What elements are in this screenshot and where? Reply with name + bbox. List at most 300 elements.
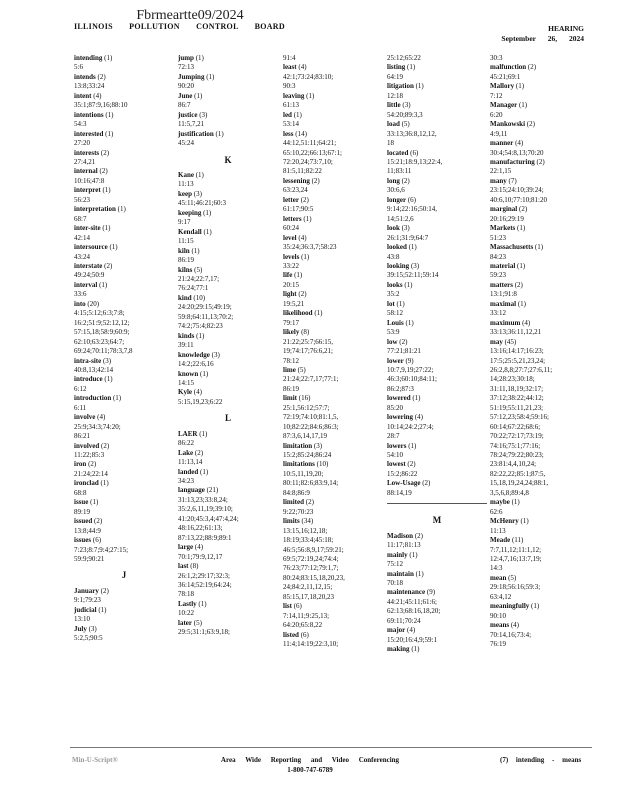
index-term	[74, 54, 174, 63]
index-page-references: 72:13	[178, 63, 194, 72]
index-term-word: kinds	[178, 331, 195, 340]
index-term	[490, 224, 590, 233]
index-term-word: mean	[490, 573, 507, 582]
index-term-count: (1)	[199, 369, 209, 378]
footer-reporter-name: Area Wide Reporting and Video Conferencing	[220, 756, 400, 764]
index-page-references: 26:2,8,8;27:7;27:6,11;	[490, 365, 553, 374]
index-term	[387, 394, 487, 403]
index-term-count: (6)	[92, 536, 102, 545]
index-page-references: 23:81:4,4,10,24;	[490, 460, 537, 469]
index-term-word: less	[283, 129, 294, 138]
index-term-word: kind	[178, 293, 192, 302]
index-term-count: (1)	[517, 224, 526, 233]
index-term-word: Lake	[178, 448, 194, 457]
index-page-references: 12:4,7,16;13:7,19;	[490, 555, 542, 564]
index-term-word: keeping	[178, 208, 202, 217]
index-term-word: Louis	[387, 318, 404, 327]
index-term	[283, 442, 383, 451]
index-term	[283, 517, 383, 526]
index-term-count: (2)	[401, 176, 410, 185]
index-page-references: 14:15	[178, 378, 194, 387]
index-term	[178, 92, 278, 101]
footer-software: Min-U-Script®	[72, 756, 118, 764]
index-term-word: ironclad	[74, 479, 99, 488]
index-page-references: 17:5;25:5,21,23,24;	[490, 356, 546, 365]
index-column-1	[74, 54, 174, 644]
index-term-word: major	[387, 626, 406, 635]
index-page-references: 54:10	[387, 451, 403, 460]
index-term	[387, 196, 487, 205]
index-term	[178, 486, 278, 495]
index-page-references: 33:6	[74, 290, 87, 299]
footer-phone: 1-800-747-6789	[287, 766, 333, 774]
index-term-word: letter	[283, 195, 299, 204]
index-term-count: (6)	[410, 148, 419, 157]
index-term	[178, 294, 278, 303]
index-term-count: (1)	[517, 299, 526, 308]
index-page-references: 45:24	[178, 139, 194, 148]
index-page-references: 10:5,11,19,20;	[283, 469, 324, 478]
index-term-word: low	[387, 337, 398, 346]
index-term-count: (1)	[409, 550, 418, 559]
index-term-count: (1)	[198, 599, 207, 608]
section-letter: M	[432, 515, 442, 526]
index-term-count: (5)	[401, 120, 410, 129]
index-term-word: involved	[74, 441, 100, 450]
index-term-word: marginal	[490, 205, 518, 214]
index-page-references: 30:4;54:8,13;70:20	[490, 148, 544, 157]
index-term-word: Markets	[490, 224, 516, 233]
index-term	[387, 177, 487, 186]
index-term	[74, 73, 174, 82]
index-term-word: January	[74, 586, 99, 595]
index-term-count: (1)	[102, 224, 111, 233]
index-term-count: (1)	[415, 82, 424, 91]
index-term	[283, 177, 383, 186]
index-term-count: (3)	[410, 261, 420, 270]
index-term-word: levels	[283, 252, 300, 261]
index-page-references: 78:24;79:22;80:23;	[490, 451, 544, 460]
index-page-references: 21:24;22:7,17;77:1;	[283, 375, 339, 384]
index-term-count: (1)	[405, 318, 414, 327]
index-page-references: 35:2	[387, 290, 400, 299]
index-term	[283, 111, 383, 120]
index-term	[387, 442, 487, 451]
index-page-references: 53:14	[283, 120, 299, 129]
index-term-word: making	[387, 645, 410, 654]
index-page-references: 70:14,16;73:4;	[490, 630, 532, 639]
index-page-references: 62:10;63:23;64:7;	[74, 337, 125, 346]
index-page-references: 14:3	[490, 564, 503, 573]
index-term-word: interstate	[74, 261, 103, 270]
index-term-count: (5)	[193, 618, 202, 627]
index-term	[387, 626, 487, 635]
index-term-word: little	[387, 101, 401, 110]
index-page-references: 11:13	[178, 180, 194, 189]
index-page-references: 65:10,22;66:13;67:1;	[283, 148, 342, 157]
index-page-references: 57:12,23;58:4;59:16;	[490, 413, 549, 422]
index-term	[283, 366, 383, 375]
index-page-references: 11:5,7,21	[178, 120, 205, 129]
index-page-references: 14;28:23;30:18;	[490, 375, 535, 384]
index-term	[283, 602, 383, 611]
index-term	[74, 357, 174, 366]
index-term-word: listed	[283, 630, 299, 639]
index-term-word: long	[387, 176, 400, 185]
index-page-references: 11:17;81:13	[387, 541, 421, 550]
index-page-references: 5:6	[74, 63, 83, 72]
index-term-word: Mankowski	[490, 120, 526, 129]
index-page-references: 90:10	[490, 611, 506, 620]
index-term	[74, 186, 174, 195]
index-term-count: (1)	[404, 280, 413, 289]
index-page-references: 54:3	[74, 120, 87, 129]
index-term-count: (4)	[515, 139, 524, 148]
index-term-count: (2)	[298, 290, 307, 299]
index-term-word: maximum	[490, 318, 521, 327]
index-term-word: matters	[490, 280, 513, 289]
index-term	[387, 588, 487, 597]
index-term	[283, 215, 383, 224]
index-page-references: 86:21	[74, 432, 90, 441]
index-term-word: malfunction	[490, 63, 527, 72]
index-term	[387, 243, 487, 252]
index-page-references: 34:23	[178, 477, 194, 486]
index-term	[490, 139, 590, 148]
index-term-count: (2)	[100, 586, 109, 595]
index-term-count: (1)	[99, 280, 108, 289]
index-term-count: (1)	[294, 271, 303, 280]
index-page-references: 74:16;75:1;77:16;	[490, 441, 541, 450]
index-term-count: (4)	[194, 543, 204, 552]
index-page-references: 68:8	[74, 488, 87, 497]
index-term-count: (4)	[522, 318, 531, 327]
section-letter: J	[121, 570, 127, 581]
index-term	[178, 351, 278, 360]
index-term	[178, 266, 278, 275]
index-term-count: (1)	[415, 569, 424, 578]
index-page-references: 15:21;18:9,13;22:4,	[387, 157, 443, 166]
index-page-references: 77:21;81:21	[387, 347, 421, 356]
index-term-word: intentions	[74, 110, 104, 119]
index-page-references: 45:21;69:1	[490, 72, 521, 81]
index-term	[283, 460, 383, 469]
index-page-references: 15,18,19,24,24;88:1,	[490, 479, 549, 488]
index-page-references: 86:19	[178, 256, 194, 265]
index-page-references: 48:16,22;61:13;	[178, 524, 223, 533]
index-term-count: (3)	[88, 624, 97, 633]
index-term-count: (5)	[297, 365, 306, 374]
index-term-count: (4)	[414, 413, 423, 422]
index-term-count: (9)	[405, 356, 414, 365]
index-term	[490, 120, 590, 129]
index-term	[387, 319, 487, 328]
index-term-count: (2)	[527, 63, 537, 72]
index-page-references: 54:20;89:3,3	[387, 110, 423, 119]
index-term-count: (1)	[105, 110, 114, 119]
index-term-word: inter-site	[74, 224, 101, 233]
header-overlapped-date: Fbrmeartte09/2024	[136, 8, 244, 23]
index-term	[283, 271, 383, 280]
index-term	[74, 498, 174, 507]
index-term-word: iron	[74, 460, 87, 469]
index-page-references: 13:8;33:24	[74, 82, 105, 91]
index-term-count: (1)	[515, 82, 525, 91]
index-page-references: 27:20	[74, 139, 90, 148]
index-term-word: judicial	[74, 605, 97, 614]
index-term-word: list	[283, 602, 292, 611]
index-term-word: issues	[74, 536, 92, 545]
index-page-references: 18	[387, 139, 394, 148]
index-page-references: 59:8;64:11,13;70:2;	[178, 312, 234, 321]
index-term-word: intending	[74, 54, 103, 62]
index-term-word: many	[490, 176, 507, 185]
index-term-count: (1)	[301, 252, 310, 261]
index-term-word: manufacturing	[490, 157, 535, 166]
index-page-references: 18:19;33:4;45:18;	[283, 536, 334, 545]
index-page-references: 35:1;87:9,16;88:10	[74, 101, 128, 110]
index-term-word: Kane	[178, 170, 194, 179]
index-page-references: 13:10	[74, 615, 90, 624]
index-page-references: 19;74:17;76:6,21;	[283, 347, 333, 356]
index-term-count: (2)	[94, 517, 103, 526]
index-term-word: limitation	[283, 441, 313, 450]
index-term-count: (2)	[194, 448, 204, 457]
index-page-references: 56:23	[74, 195, 90, 204]
index-term-word: limited	[283, 498, 304, 507]
index-term-word: Kendall	[178, 227, 202, 236]
index-term	[387, 551, 487, 560]
index-page-references: 7:23;8:7;9:4;27:15;	[74, 545, 129, 554]
index-term	[178, 600, 278, 609]
index-term-word: McHenry	[490, 517, 519, 526]
index-term-word: manner	[490, 139, 514, 148]
index-term-word: Kyle	[178, 388, 192, 397]
index-page-references: 35:24;36:3,7;58:23	[283, 243, 337, 252]
index-term	[178, 370, 278, 379]
index-page-references: 9:1;79:23	[74, 596, 101, 605]
index-page-references: 20:15	[283, 280, 299, 289]
index-page-references: 25:9;34:3;74:20;	[74, 422, 121, 431]
index-term-word: interval	[74, 280, 98, 289]
index-page-references: 86:19	[283, 384, 299, 393]
index-term-count: (4)	[407, 626, 416, 635]
index-term	[490, 602, 590, 611]
index-term	[490, 300, 590, 309]
index-term-count: (1)	[215, 129, 224, 138]
index-term-word: intends	[74, 72, 96, 81]
index-page-references: 21:24;22:14	[74, 469, 108, 478]
index-term-count: (1)	[206, 72, 215, 81]
index-term-word: intent	[74, 91, 92, 100]
index-page-references: 11:22;85:3	[74, 451, 105, 460]
index-term-count: (1)	[412, 394, 421, 403]
index-term	[74, 111, 174, 120]
index-term-count: (2)	[101, 441, 110, 450]
index-page-references: 19:5,21	[283, 299, 305, 308]
index-page-references: 33:13;36:8,12,12,	[387, 129, 437, 138]
index-page-references: 29:5;31:1;63:9,18;	[178, 628, 230, 637]
index-page-references: 63:4,12	[490, 592, 512, 601]
index-page-references: 13:8;44:9	[74, 526, 101, 535]
section-letter: K	[224, 154, 232, 165]
index-term	[178, 228, 278, 237]
index-page-references: 68:7	[74, 214, 87, 223]
index-term	[387, 120, 487, 129]
index-term-word: jump	[178, 54, 194, 62]
index-page-references: 43:8	[387, 252, 400, 261]
index-term-count: (21)	[206, 486, 219, 495]
index-term	[178, 111, 278, 120]
index-page-references: 78:12	[283, 356, 299, 365]
index-term-word: limitations	[283, 460, 315, 469]
index-page-references: 69:5;72:19,24;74:4;	[283, 555, 339, 564]
index-term-word: kiln	[178, 246, 190, 255]
index-term-word: introduction	[74, 394, 112, 403]
index-term	[283, 253, 383, 262]
index-page-references: 21:24;22:7,17;	[178, 274, 220, 283]
index-term-word: last	[178, 562, 189, 571]
index-term-word: landed	[178, 467, 199, 476]
index-term-word: likely	[283, 328, 300, 337]
index-term-count: (3)	[102, 356, 112, 365]
index-term	[178, 430, 278, 439]
index-page-references: 7:7,11,12;11:1,12;	[490, 545, 542, 554]
index-page-references: 14;51:2,6	[387, 214, 414, 223]
section-letter: L	[224, 413, 231, 424]
index-term-count: (16)	[298, 394, 311, 403]
index-term	[387, 281, 487, 290]
index-page-references: 13:15,16;12,18;	[283, 526, 328, 535]
index-term	[387, 300, 487, 309]
index-page-references: 42:1;73:24;83:10;	[283, 72, 334, 81]
index-term-count: (7)	[508, 176, 517, 185]
index-term-count: (4)	[510, 621, 519, 630]
index-term	[490, 63, 590, 72]
index-term-count: (1)	[203, 208, 212, 217]
index-term	[178, 468, 278, 477]
index-term-count: (2)	[414, 531, 423, 540]
index-term-count: (10)	[193, 293, 206, 302]
index-term-word: keep	[178, 189, 192, 198]
index-page-references: 63:23,24	[283, 186, 308, 195]
index-page-references: 42:14	[74, 233, 90, 242]
index-term-count: (2)	[97, 72, 106, 81]
index-term-count: (1)	[195, 54, 204, 62]
index-term-word: Low-Usage	[387, 479, 421, 488]
index-term	[178, 247, 278, 256]
index-page-references: 91:4	[283, 54, 296, 62]
index-term-count: (2)	[300, 195, 309, 204]
index-term-count: (2)	[518, 205, 528, 214]
index-term	[74, 517, 174, 526]
index-term	[490, 101, 590, 110]
index-term	[387, 63, 487, 72]
index-term-count: (1)	[520, 517, 529, 526]
index-term	[74, 606, 174, 615]
footer-page-range: (7) intending - means	[500, 756, 582, 764]
index-page-references: 46:5;56:8,9,17;59:21;	[283, 545, 344, 554]
index-page-references: 88:14,19	[387, 488, 412, 497]
index-page-references: 14:2;22:6,16	[178, 360, 214, 369]
index-page-references: 23:15;24:10;39:24;	[490, 186, 544, 195]
index-term-word: internal	[74, 167, 98, 176]
index-term	[74, 92, 174, 101]
index-term-count: (4)	[298, 233, 307, 242]
index-page-references: 76:24;77:1	[178, 284, 209, 293]
index-page-references: 13:1;91:8	[490, 290, 517, 299]
header-board-name: ILLINOIS POLLUTION CONTROL BOARD	[74, 22, 285, 31]
footer-reporter	[220, 755, 400, 775]
index-term-count: (1)	[117, 205, 126, 214]
index-term	[490, 319, 590, 328]
index-term-word: Massachusetts	[490, 243, 534, 252]
index-term-count: (1)	[199, 429, 208, 438]
index-term-word: lower	[387, 356, 404, 365]
index-term-word: litigation	[387, 82, 414, 91]
index-term-count: (1)	[407, 63, 416, 72]
index-term	[178, 619, 278, 628]
index-term-count: (1)	[104, 375, 113, 384]
index-page-references: 86:22	[178, 439, 194, 448]
index-term-count: (1)	[408, 441, 417, 450]
index-term	[490, 498, 590, 507]
index-term	[490, 281, 590, 290]
index-term-count: (8)	[301, 328, 310, 337]
index-page-references: 33:13;36:11,12,21	[490, 328, 542, 337]
index-term-word: language	[178, 486, 205, 495]
index-term-word: life	[283, 271, 293, 280]
index-term-word: lessening	[283, 176, 310, 185]
index-term-word: introduce	[74, 375, 103, 384]
index-term-count: (2)	[104, 261, 113, 270]
index-column-3	[283, 54, 383, 650]
index-term-count: (14)	[295, 129, 307, 138]
index-term	[178, 130, 278, 139]
index-page-references: 78:18	[178, 590, 194, 599]
index-term	[283, 498, 383, 507]
index-term	[387, 224, 487, 233]
index-term-word: located	[387, 148, 409, 157]
index-page-references: 33:22	[283, 261, 299, 270]
index-page-references: 40:6,10;77:10;81:20	[490, 195, 547, 204]
index-page-references: 24:20;29:15;49:19;	[178, 303, 232, 312]
index-term-count: (1)	[104, 54, 113, 62]
index-term-count: (1)	[396, 299, 405, 308]
index-page-references: 11:4;14:19;22:3,10;	[283, 640, 339, 649]
index-page-references: 10;82:22;84:6;86:3;	[283, 422, 339, 431]
index-page-references: 76:23;77:12;79:1,7;	[283, 564, 339, 573]
index-term-count: (1)	[314, 309, 323, 318]
index-page-references: 10:7,9,19;27:22;	[387, 365, 434, 374]
index-term-count: (1)	[306, 91, 315, 100]
index-term-count: (2)	[100, 148, 110, 157]
index-page-references: 11:13	[490, 526, 506, 535]
index-page-references: 11:15	[178, 237, 194, 246]
index-term-word: kilns	[178, 265, 193, 274]
index-term-count: (1)	[293, 110, 302, 119]
index-page-references: 5:15,19,23;6:22	[178, 397, 223, 406]
index-page-references: 87:13,22;88:9;89:1	[178, 533, 232, 542]
index-term-count: (2)	[407, 460, 416, 469]
index-page-references: 57:15,18;58:9;60:9;	[74, 328, 130, 337]
index-term-count: (20)	[87, 299, 100, 308]
index-term-word: material	[490, 261, 516, 270]
index-page-references: 29:18;56:16;59:3;	[490, 583, 541, 592]
index-term-count: (2)	[536, 157, 545, 166]
index-page-references: 15:2;85:24;86:24	[283, 451, 332, 460]
index-term-word: maybe	[490, 498, 510, 507]
